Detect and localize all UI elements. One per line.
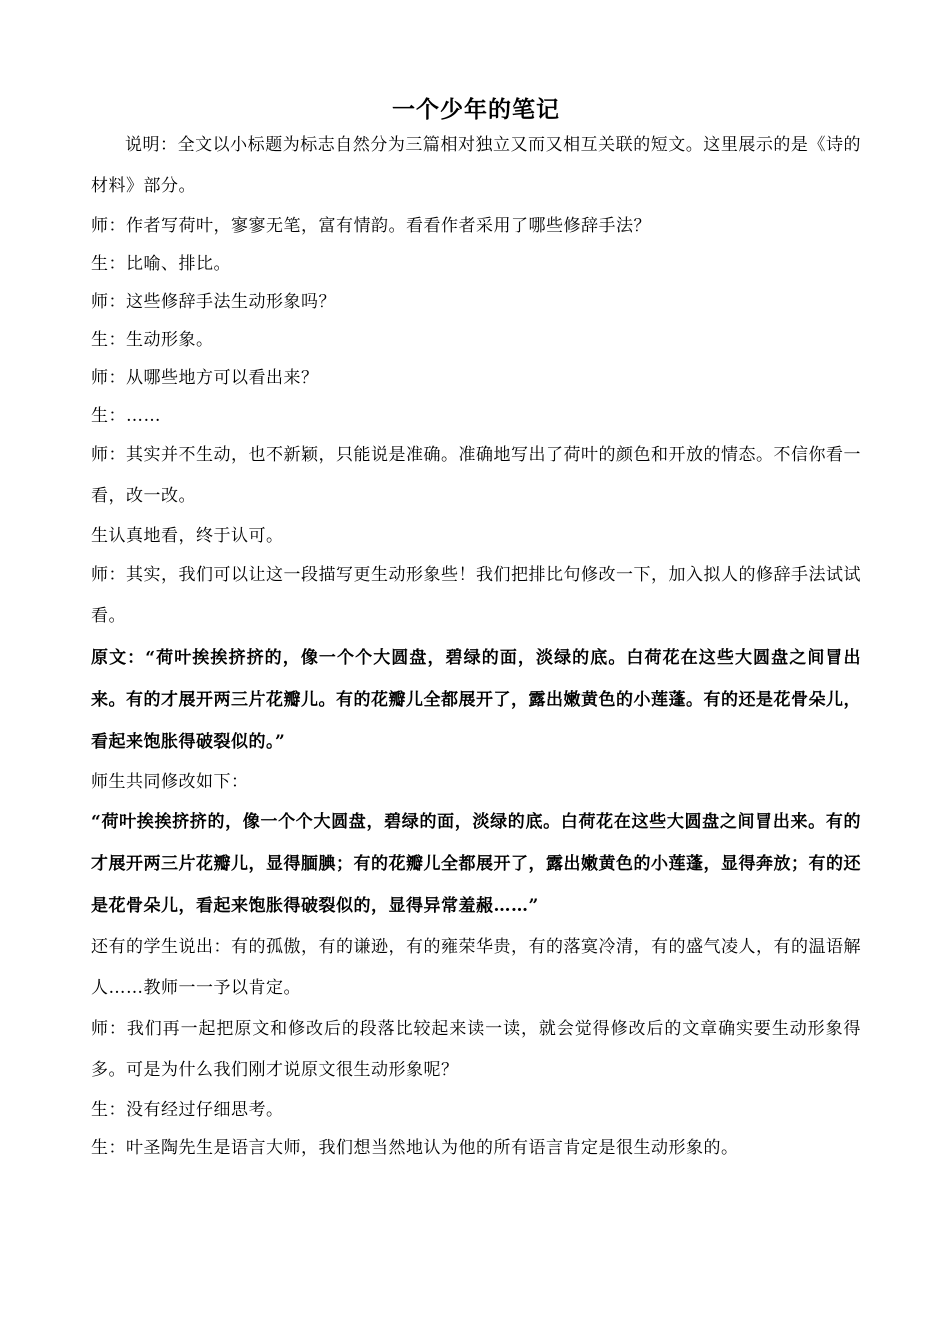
dialogue-line: 师：其实并不生动，也不新颖，只能说是准确。准确地写出了荷叶的颜色和开放的情态。不信你看一看，改一改。 <box>91 445 861 506</box>
dialogue-line: 师生共同修改如下： <box>91 772 249 792</box>
dialogue-line: 师：从哪些地方可以看出来？ <box>91 368 319 388</box>
revised-text-quote: “荷叶挨挨挤挤的，像一个个大圆盘，碧绿的面，淡绿的底。白荷花在这些大圆盘之间冒出来。有的才展开两三片花瓣儿，显得腼腆；有的花瓣儿全都展开了，露出嫩黄色的小莲蓬，显得奔放；有的还是花骨朵儿，看起来饱胀得破裂似的，显得异常羞赧……” <box>91 812 861 916</box>
document-title: 一个少年的笔记 <box>392 96 560 123</box>
dialogue-line: 师：我们再一起把原文和修改后的段落比较起来读一读，就会觉得修改后的文章确实要生动形象得多。可是为什么我们刚才说原文很生动形象呢？ <box>91 1019 861 1080</box>
dialogue-line: 生：没有经过仔细思考。 <box>91 1100 284 1120</box>
document-page <box>91 95 861 1167</box>
dialogue-line: 生：叶圣陶先生是语言大师，我们想当然地认为他的所有语言肯定是很生动形象的。 <box>91 1138 739 1158</box>
dialogue-line: 师：其实，我们可以让这一段描写更生动形象些！我们把排比句修改一下，加入拟人的修辞手法试试看。 <box>91 565 861 626</box>
dialogue-line: 生认真地看，终于认可。 <box>91 526 284 546</box>
dialogue-line: 生：生动形象。 <box>91 330 214 350</box>
original-text-quote: 原文：“荷叶挨挨挤挤的，像一个个大圆盘，碧绿的面，淡绿的底。白荷花在这些大圆盘之间冒出来。有的才展开两三片花瓣儿。有的花瓣儿全都展开了，露出嫩黄色的小莲蓬。有的还是花骨朵儿，看起来饱胀得破裂似的。” <box>91 648 861 752</box>
dialogue-line: 还有的学生说出：有的孤傲，有的谦逊，有的雍荣华贵，有的落寞冷清，有的盛气凌人，有的温语解人……教师一一予以肯定。 <box>91 937 861 998</box>
intro-paragraph: 说明：全文以小标题为标志自然分为三篇相对独立又而又相互关联的短文。这里展示的是《诗的材料》部分。 <box>91 135 861 196</box>
dialogue-line: 生：比喻、排比。 <box>91 254 231 274</box>
dialogue-line: 师：作者写荷叶，寥寥无笔，富有情韵。看看作者采用了哪些修辞手法？ <box>91 216 651 236</box>
dialogue-line: 师：这些修辞手法生动形象吗？ <box>91 292 336 312</box>
dialogue-line: 生：…… <box>91 406 161 426</box>
